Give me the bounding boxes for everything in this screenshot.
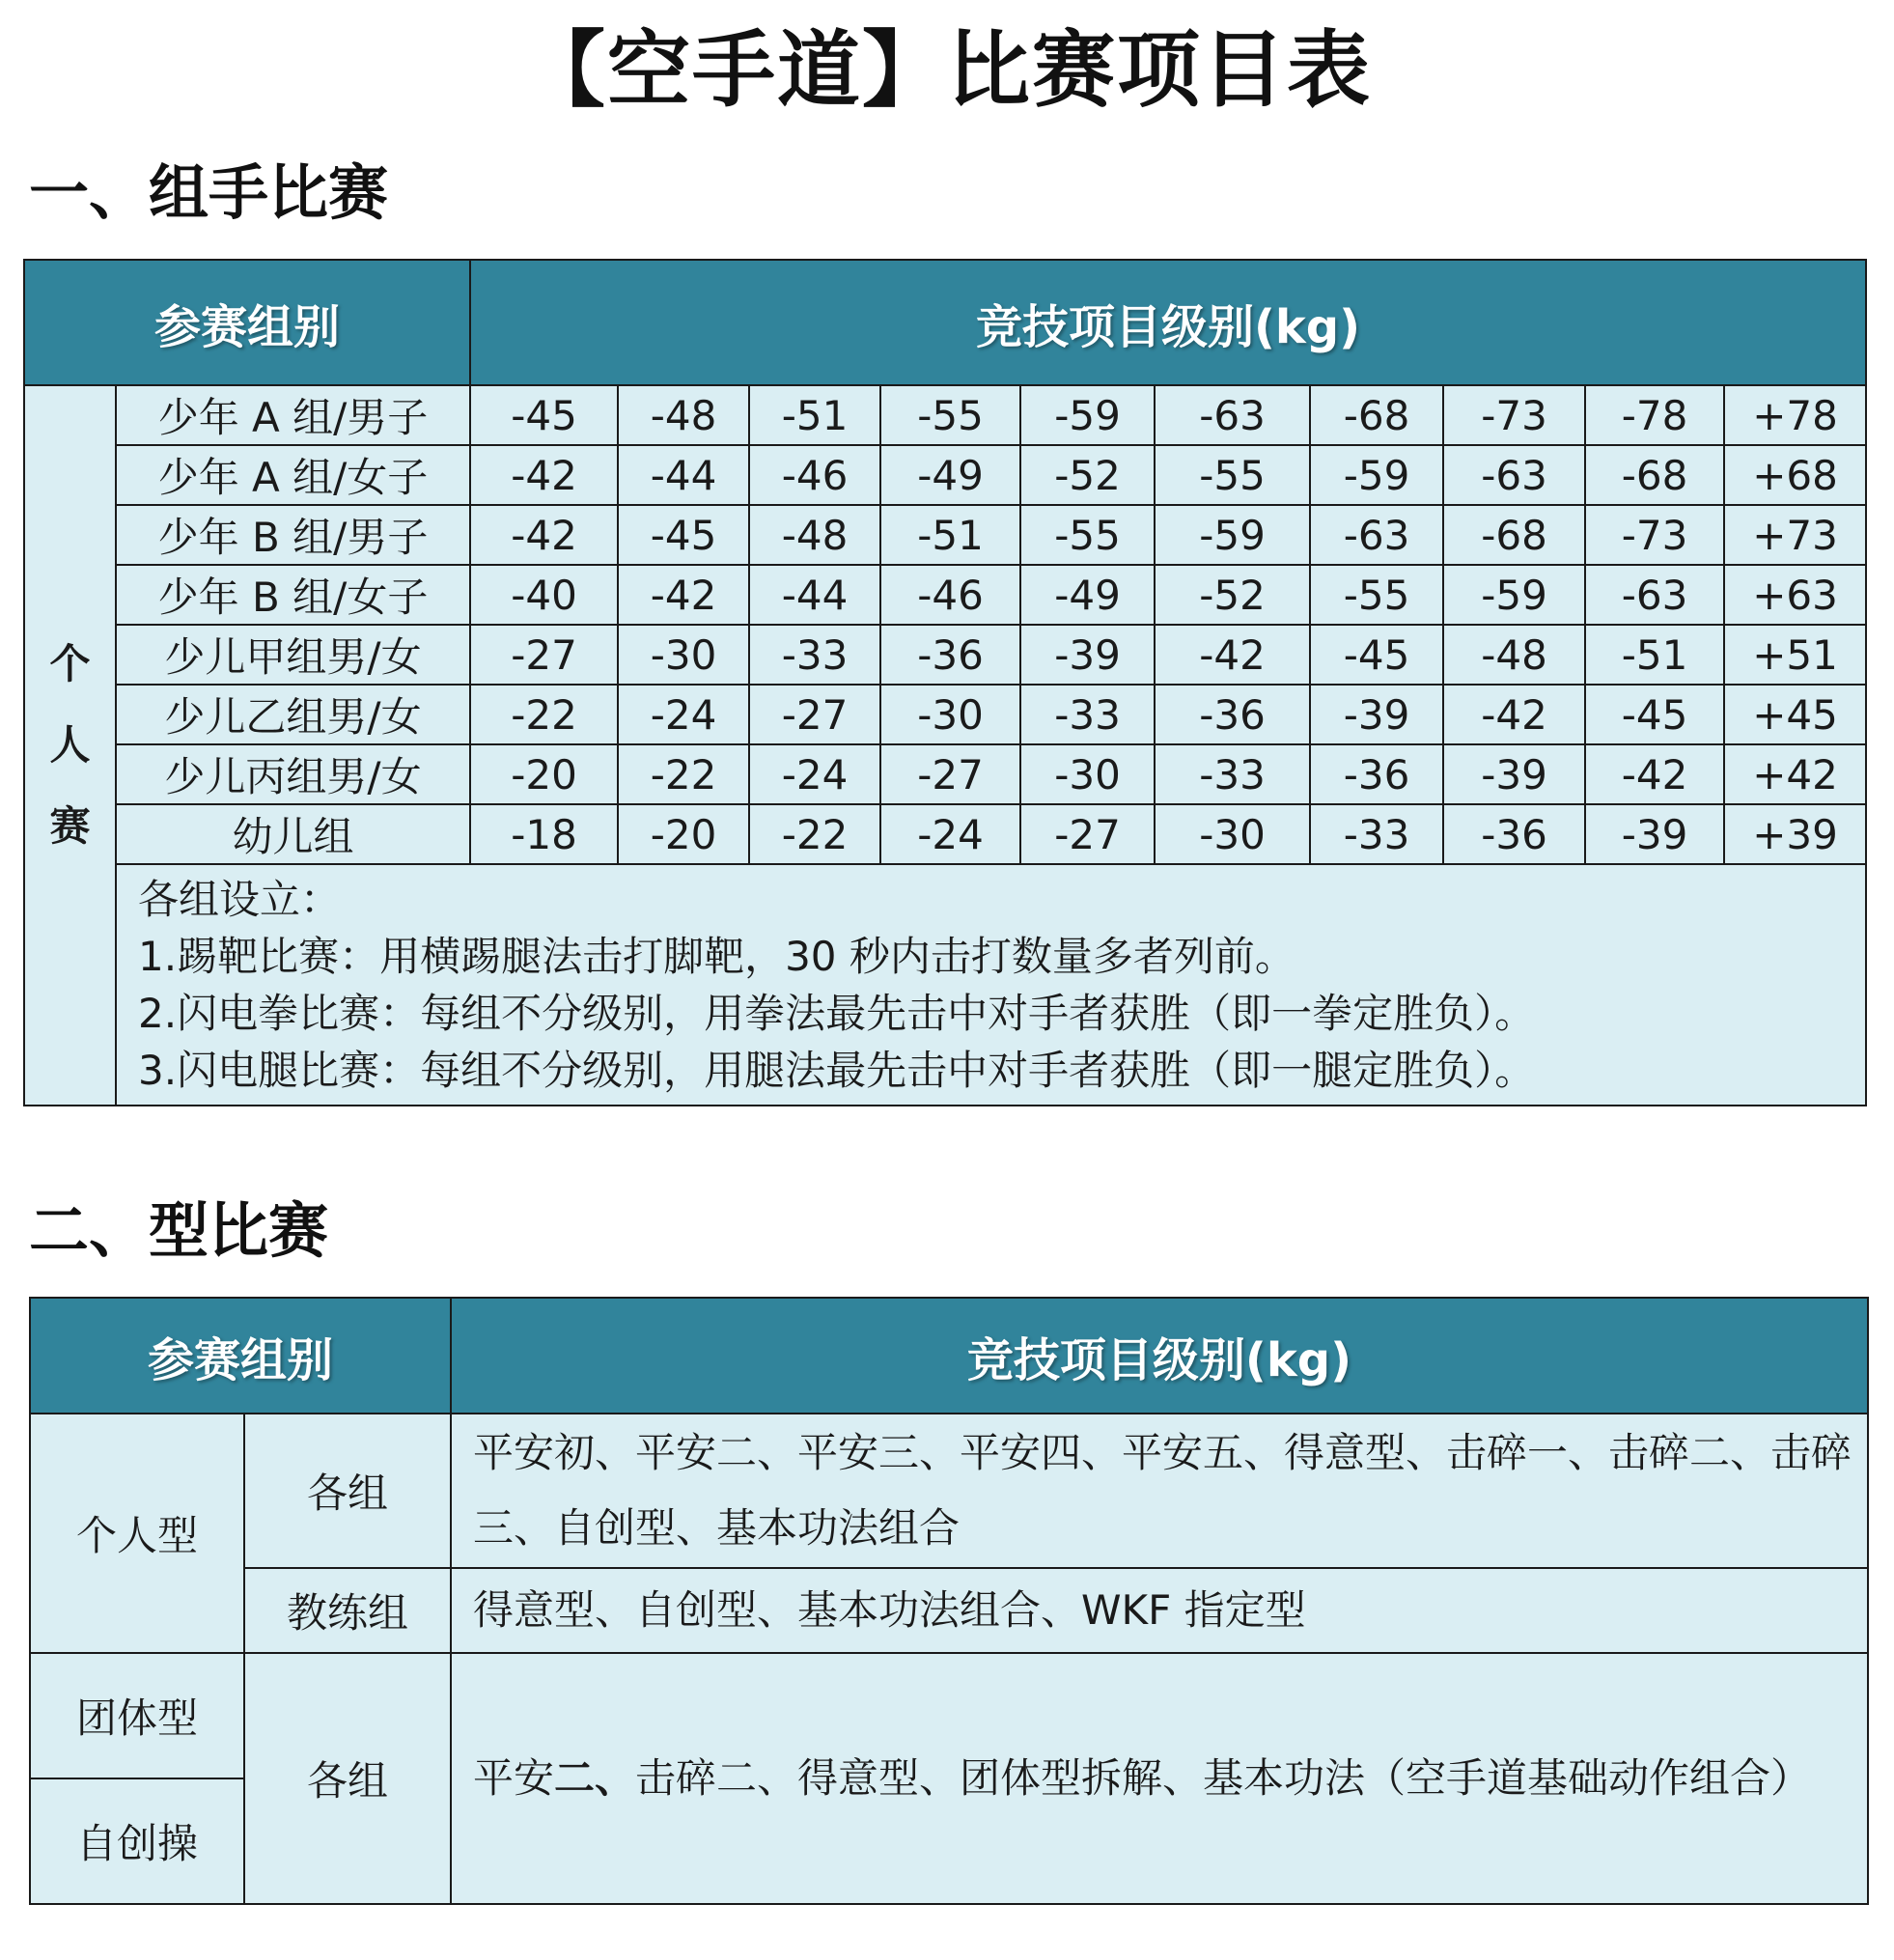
section-heading-kata: 二、型比赛 xyxy=(29,1195,329,1266)
weight-class-cell: -46 xyxy=(880,565,1020,625)
weight-class-cell: -36 xyxy=(1310,744,1443,804)
individual-kata-label: 个人型 xyxy=(30,1414,244,1653)
weight-class-cell: +39 xyxy=(1724,804,1866,864)
weight-class-cell: -59 xyxy=(1310,445,1443,505)
weight-class-cell: -42 xyxy=(1585,744,1724,804)
weight-class-cell: -68 xyxy=(1585,445,1724,505)
kumite-group-name: 少儿乙组男/女 xyxy=(116,685,470,744)
weight-class-cell: -22 xyxy=(618,744,749,804)
weight-class-cell: -63 xyxy=(1585,565,1724,625)
kumite-group-name: 少儿甲组男/女 xyxy=(116,625,470,685)
weight-class-cell: -42 xyxy=(1155,625,1310,685)
weight-class-cell: -24 xyxy=(618,685,749,744)
kumite-row xyxy=(24,685,1866,744)
weight-class-cell: -20 xyxy=(470,744,618,804)
weight-class-cell: -22 xyxy=(470,685,618,744)
weight-class-cell: -51 xyxy=(1585,625,1724,685)
weight-class-cell: +78 xyxy=(1724,385,1866,445)
team-kata-list-part2: 击碎二、得意型、团体型拆解、基本功法（空手道基础动作组合） xyxy=(635,1753,1812,1802)
individual-match-label xyxy=(24,385,116,1106)
kumite-table-body xyxy=(24,385,1866,1106)
kumite-table xyxy=(23,259,1867,1106)
weight-class-cell: -51 xyxy=(880,505,1020,565)
weight-class-cell: +51 xyxy=(1724,625,1866,685)
weight-class-cell: -52 xyxy=(1020,445,1155,505)
weight-class-cell: -36 xyxy=(880,625,1020,685)
team-kata-label: 团体型 xyxy=(30,1653,244,1778)
weight-class-cell: +63 xyxy=(1724,565,1866,625)
coach-group-label: 教练组 xyxy=(244,1568,451,1653)
kumite-note-line: 1.踢靶比赛：用横踢腿法击打脚靶，30 秒内击打数量多者列前。 xyxy=(138,933,1295,980)
weight-class-cell: -49 xyxy=(880,445,1020,505)
weight-class-cell: -18 xyxy=(470,804,618,864)
team-kata-list-part1: 平安 xyxy=(473,1753,555,1802)
header-weight-class: 竞技项目级别(kg) xyxy=(470,260,1866,385)
weight-class-cell: -63 xyxy=(1443,445,1585,505)
weight-class-cell: -33 xyxy=(1310,804,1443,864)
weight-class-cell: -39 xyxy=(1585,804,1724,864)
weight-class-cell: -51 xyxy=(749,385,880,445)
weight-class-cell: -55 xyxy=(880,385,1020,445)
team-groups-label: 各组 xyxy=(244,1653,451,1904)
kumite-group-name: 少年 A 组/男子 xyxy=(116,385,470,445)
weight-class-cell: -33 xyxy=(749,625,880,685)
weight-class-cell: -33 xyxy=(1155,744,1310,804)
weight-class-cell: -27 xyxy=(749,685,880,744)
weight-class-cell: -27 xyxy=(470,625,618,685)
weight-class-cell: -42 xyxy=(618,565,749,625)
weight-class-cell: -46 xyxy=(749,445,880,505)
kumite-note-line: 3.闪电腿比赛：每组不分级别，用腿法最先击中对手者获胜（即一腿定胜负）。 xyxy=(138,1047,1536,1094)
weight-class-cell: -30 xyxy=(1155,804,1310,864)
weight-class-cell: -27 xyxy=(1020,804,1155,864)
individual-match-label-char: 人 xyxy=(49,720,91,769)
team-kata-list xyxy=(451,1653,1868,1904)
kumite-row xyxy=(24,385,1866,445)
kumite-notes xyxy=(116,864,1866,1106)
weight-class-cell: -24 xyxy=(749,744,880,804)
weight-class-cell: -39 xyxy=(1020,625,1155,685)
weight-class-cell: -27 xyxy=(880,744,1020,804)
weight-class-cell: -73 xyxy=(1585,505,1724,565)
kata-header-weight-class: 竞技项目级别(kg) xyxy=(451,1298,1868,1414)
kumite-row xyxy=(24,625,1866,685)
individual-match-label-char: 赛 xyxy=(49,802,91,851)
creative-kata-label: 自创操 xyxy=(30,1778,244,1904)
weight-class-cell: -48 xyxy=(618,385,749,445)
kumite-row xyxy=(24,565,1866,625)
weight-class-cell: -59 xyxy=(1155,505,1310,565)
weight-class-cell: -73 xyxy=(1443,385,1585,445)
section-heading-kumite: 一、组手比赛 xyxy=(29,157,389,228)
weight-class-cell: -42 xyxy=(470,445,618,505)
weight-class-cell: -45 xyxy=(1310,625,1443,685)
weight-class-cell: -44 xyxy=(618,445,749,505)
all-groups-label: 各组 xyxy=(244,1414,451,1568)
kumite-row xyxy=(24,744,1866,804)
kumite-group-name: 少儿丙组男/女 xyxy=(116,744,470,804)
weight-class-cell: -20 xyxy=(618,804,749,864)
weight-class-cell: +73 xyxy=(1724,505,1866,565)
weight-class-cell: -59 xyxy=(1020,385,1155,445)
kumite-group-name: 少年 B 组/男子 xyxy=(116,505,470,565)
weight-class-cell: -44 xyxy=(749,565,880,625)
weight-class-cell: -55 xyxy=(1020,505,1155,565)
weight-class-cell: +68 xyxy=(1724,445,1866,505)
team-kata-list-bold: 二、 xyxy=(554,1753,636,1802)
weight-class-cell: -68 xyxy=(1443,505,1585,565)
weight-class-cell: -52 xyxy=(1155,565,1310,625)
document-title: 【空手道】比赛项目表 xyxy=(522,22,1372,119)
kumite-row xyxy=(24,505,1866,565)
weight-class-cell: -36 xyxy=(1155,685,1310,744)
weight-class-cell: -59 xyxy=(1443,565,1585,625)
weight-class-cell: +42 xyxy=(1724,744,1866,804)
weight-class-cell: -33 xyxy=(1020,685,1155,744)
weight-class-cell: -42 xyxy=(470,505,618,565)
kumite-group-name: 少年 B 组/女子 xyxy=(116,565,470,625)
kata-table xyxy=(29,1297,1869,1905)
weight-class-cell: -39 xyxy=(1310,685,1443,744)
weight-class-cell: -39 xyxy=(1443,744,1585,804)
header-group: 参赛组别 xyxy=(24,260,470,385)
weight-class-cell: -68 xyxy=(1310,385,1443,445)
weight-class-cell: -78 xyxy=(1585,385,1724,445)
weight-class-cell: -22 xyxy=(749,804,880,864)
weight-class-cell: -63 xyxy=(1310,505,1443,565)
kata-header-group: 参赛组别 xyxy=(30,1298,451,1414)
weight-class-cell: -63 xyxy=(1155,385,1310,445)
weight-class-cell: -45 xyxy=(470,385,618,445)
weight-class-cell: -55 xyxy=(1310,565,1443,625)
weight-class-cell: -45 xyxy=(1585,685,1724,744)
weight-class-cell: -48 xyxy=(1443,625,1585,685)
all-groups-kata-list: 平安初、平安二、平安三、平安四、平安五、得意型、击碎一、击碎二、击碎三、自创型、基本功法组合 xyxy=(451,1414,1868,1568)
kumite-note-line: 各组设立： xyxy=(138,876,342,923)
kumite-group-name: 少年 A 组/女子 xyxy=(116,445,470,505)
weight-class-cell: +45 xyxy=(1724,685,1866,744)
weight-class-cell: -55 xyxy=(1155,445,1310,505)
weight-class-cell: -45 xyxy=(618,505,749,565)
weight-class-cell: -30 xyxy=(880,685,1020,744)
weight-class-cell: -30 xyxy=(1020,744,1155,804)
kumite-row xyxy=(24,804,1866,864)
weight-class-cell: -42 xyxy=(1443,685,1585,744)
weight-class-cell: -48 xyxy=(749,505,880,565)
kumite-notes-row xyxy=(24,864,1866,1106)
weight-class-cell: -36 xyxy=(1443,804,1585,864)
kumite-note-line: 2.闪电拳比赛：每组不分级别，用拳法最先击中对手者获胜（即一拳定胜负）。 xyxy=(138,990,1536,1037)
weight-class-cell: -40 xyxy=(470,565,618,625)
coach-kata-list: 得意型、自创型、基本功法组合、WKF 指定型 xyxy=(451,1568,1868,1653)
kumite-group-name: 幼儿组 xyxy=(116,804,470,864)
individual-match-label-char: 个 xyxy=(49,639,91,687)
weight-class-cell: -30 xyxy=(618,625,749,685)
weight-class-cell: -49 xyxy=(1020,565,1155,625)
weight-class-cell: -24 xyxy=(880,804,1020,864)
kumite-row xyxy=(24,445,1866,505)
